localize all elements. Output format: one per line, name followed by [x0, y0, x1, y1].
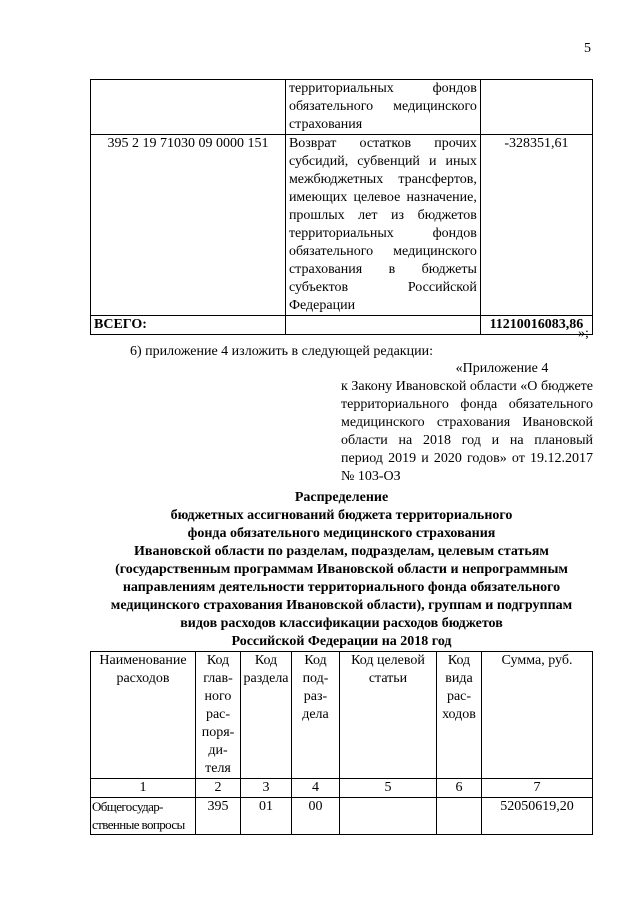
col-number: 4: [292, 779, 340, 798]
revenue-table: [90, 79, 593, 335]
header-line: статьи: [368, 671, 408, 686]
col-number: 2: [196, 779, 241, 798]
header-line: Код: [447, 653, 471, 668]
header-sum: Сумма, руб.: [482, 652, 593, 779]
header-line: рас-: [205, 707, 231, 722]
col-number: 6: [437, 779, 482, 798]
header-line: раз-: [303, 689, 328, 704]
appendix-heading: «Приложение 4: [455, 361, 549, 376]
header-line: рас-: [446, 689, 472, 704]
expense-name: Общегосудар-ственные вопросы: [91, 798, 196, 835]
total-label: ВСЕГО:: [91, 316, 286, 335]
instruction-text: 6) приложение 4 изложить в следующей редакции:: [130, 344, 433, 359]
empty-cell: [285, 316, 480, 335]
col-number: 7: [482, 779, 593, 798]
table-row: [91, 80, 593, 135]
header-type-code: [437, 652, 482, 779]
title-line: медицинского страхования Ивановской области), группам и подгруппам: [110, 598, 573, 613]
header-line: теля: [205, 761, 231, 776]
name-cell: территориальных фондов обязательного медицинского страхования: [285, 80, 480, 135]
subsection-code: 00: [292, 798, 340, 835]
closing-quote: »;: [578, 326, 589, 341]
title-line: Распределение: [294, 490, 389, 505]
header-line: поря-: [201, 725, 235, 740]
header-line: Код: [254, 653, 278, 668]
header-line: Код: [206, 653, 230, 668]
table-row: [91, 135, 593, 316]
header-name: Наименование расходов: [91, 652, 196, 779]
total-value: 11210016083,86: [480, 316, 592, 335]
expense-table: [90, 651, 593, 835]
title-line: направлениям деятельности территориального фонда обязательного: [122, 580, 561, 595]
header-target-code: [340, 652, 437, 779]
target-code: [340, 798, 437, 835]
expense-sum: 52050619,20: [482, 798, 593, 835]
total-row: [91, 316, 593, 335]
header-line: ного: [204, 689, 232, 704]
header-line: под-: [302, 671, 329, 686]
section-code: 01: [241, 798, 292, 835]
sum-cell: -328351,61: [480, 135, 592, 316]
header-line: Код целевой: [351, 653, 425, 668]
header-line: Код: [304, 653, 327, 668]
header-line: раздела: [243, 671, 289, 686]
column-number-row: [91, 779, 593, 798]
header-line: глав-: [203, 671, 233, 686]
col-number: 1: [91, 779, 196, 798]
page-number: 5: [584, 41, 591, 56]
title-line: фонда обязательного медицинского страхования: [187, 526, 496, 541]
code-cell: 395 2 19 71030 09 0000 151: [91, 135, 286, 316]
header-subsection-code: [292, 652, 340, 779]
header-chief-code: [196, 652, 241, 779]
title-line: Ивановской области по разделам, подразделам, целевым статьям: [134, 544, 549, 559]
sum-cell: [480, 80, 592, 135]
col-number: 3: [241, 779, 292, 798]
header-line: ходов: [442, 707, 476, 722]
title-line: (государственным программам Ивановской области и непрограммным: [115, 562, 568, 577]
header-line: ди-: [208, 743, 228, 758]
table-row: [91, 798, 593, 835]
name-cell: Возврат остатков прочих субсидий, субвенций и иных межбюджетных трансфертов, имеющих целевое назначение, прошлых лет из бюджетов территориальных фондов обязательного медицинского страхования в бюджеты субъектов Российской Федерации: [285, 135, 480, 316]
type-code: [437, 798, 482, 835]
header-line: дела: [302, 707, 329, 722]
code-cell: [91, 80, 286, 135]
appendix-text: к Закону Ивановской области «О бюджете территориального фонда обязательного медицинского страхования Ивановской области на 2018 год и на плановый период 2019 и 2020 годов» от 19.12.2017 № 103-ОЗ: [341, 379, 593, 484]
col-number: 5: [340, 779, 437, 798]
header-line: вида: [445, 671, 473, 686]
chief-code: 395: [196, 798, 241, 835]
header-row: [91, 652, 593, 779]
title-line: видов расходов классификации расходов бюджетов: [180, 616, 503, 631]
appendix-note: [341, 360, 593, 486]
title-line: бюджетных ассигнований бюджета территориального: [170, 508, 513, 523]
header-section-code: [241, 652, 292, 779]
document-title: [90, 489, 593, 651]
title-line: Российской Федерации на 2018 год: [231, 634, 452, 649]
